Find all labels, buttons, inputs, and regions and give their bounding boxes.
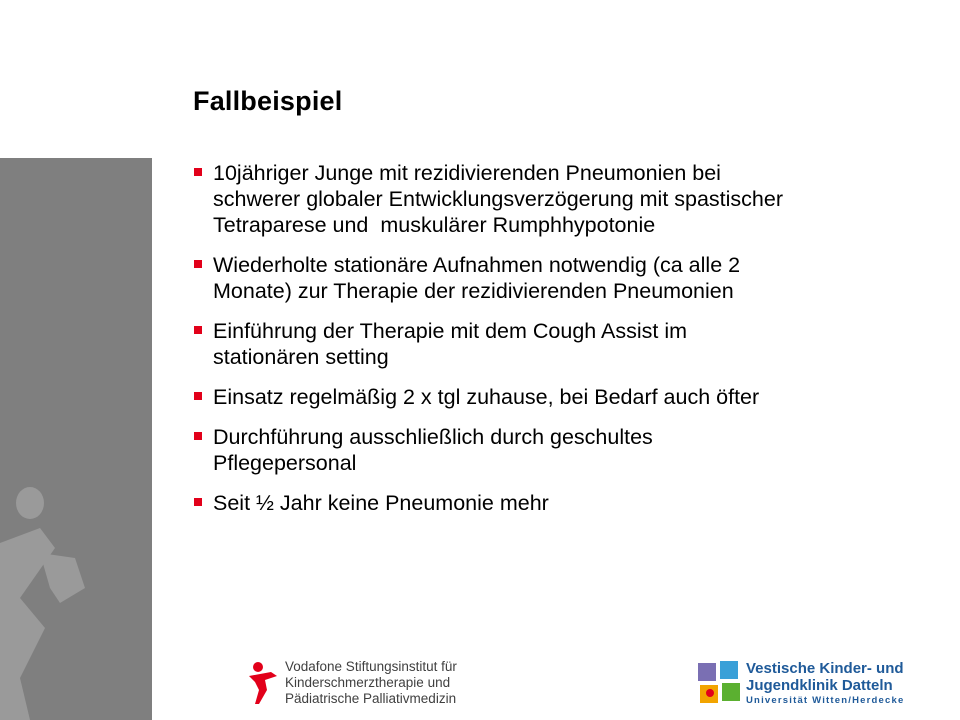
institute-name <box>285 659 457 707</box>
bullet-item <box>193 160 933 238</box>
bullet-line: Seit ½ Jahr keine Pneumonie mehr <box>213 491 549 515</box>
bullet-square-icon <box>194 326 202 334</box>
bullet-square-icon <box>194 432 202 440</box>
clinic-university: Universität Witten/Herdecke <box>746 695 905 706</box>
bullet-line: Wiederholte stationäre Aufnahmen notwendig (ca alle 2 <box>213 253 741 277</box>
institute-line: Vodafone Stiftungsinstitut für <box>285 659 457 674</box>
bullet-line: stationären setting <box>213 345 389 369</box>
bullet-item <box>193 318 933 370</box>
bullet-square-icon <box>194 260 202 268</box>
bullet-line: Pflegepersonal <box>213 451 357 475</box>
child-silhouette-icon <box>0 158 152 720</box>
bullet-line: schwerer globaler Entwicklungsverzögerung mit spastischer <box>213 187 784 211</box>
bullet-line: Einführung der Therapie mit dem Cough Assist im <box>213 319 688 343</box>
bullet-list <box>193 160 933 530</box>
institute-line: Kinderschmerztherapie und <box>285 675 451 690</box>
bullet-item <box>193 490 933 516</box>
clinic-line-2: Jugendklinik Datteln <box>746 677 893 694</box>
child-figure-icon <box>247 660 279 706</box>
clinic-logo <box>696 658 905 708</box>
side-panel <box>0 158 152 720</box>
slide-title: Fallbeispiel <box>193 86 343 116</box>
bullet-item <box>193 424 933 476</box>
bullet-item <box>193 384 933 410</box>
bullet-line: Durchführung ausschließlich durch geschultes <box>213 425 653 449</box>
clinic-name <box>746 660 905 706</box>
clinic-puzzle-icon <box>696 659 742 707</box>
bullet-line: 10jähriger Junge mit rezidivierenden Pneumonien bei <box>213 161 721 185</box>
bullet-line: Tetraparese und muskulärer Rumphhypotonie <box>213 213 656 237</box>
bullet-item <box>193 252 933 304</box>
bullet-line: Einsatz regelmäßig 2 x tgl zuhause, bei Bedarf auch öfter <box>213 385 760 409</box>
bullet-square-icon <box>194 392 202 400</box>
bullet-square-icon <box>194 498 202 506</box>
bullet-line: Monate) zur Therapie der rezidivierenden Pneumonien <box>213 279 734 303</box>
institute-logo <box>247 655 457 711</box>
bullet-square-icon <box>194 168 202 176</box>
institute-line: Pädiatrische Palliativmedizin <box>285 691 457 706</box>
clinic-line-1: Vestische Kinder- und <box>746 660 904 677</box>
